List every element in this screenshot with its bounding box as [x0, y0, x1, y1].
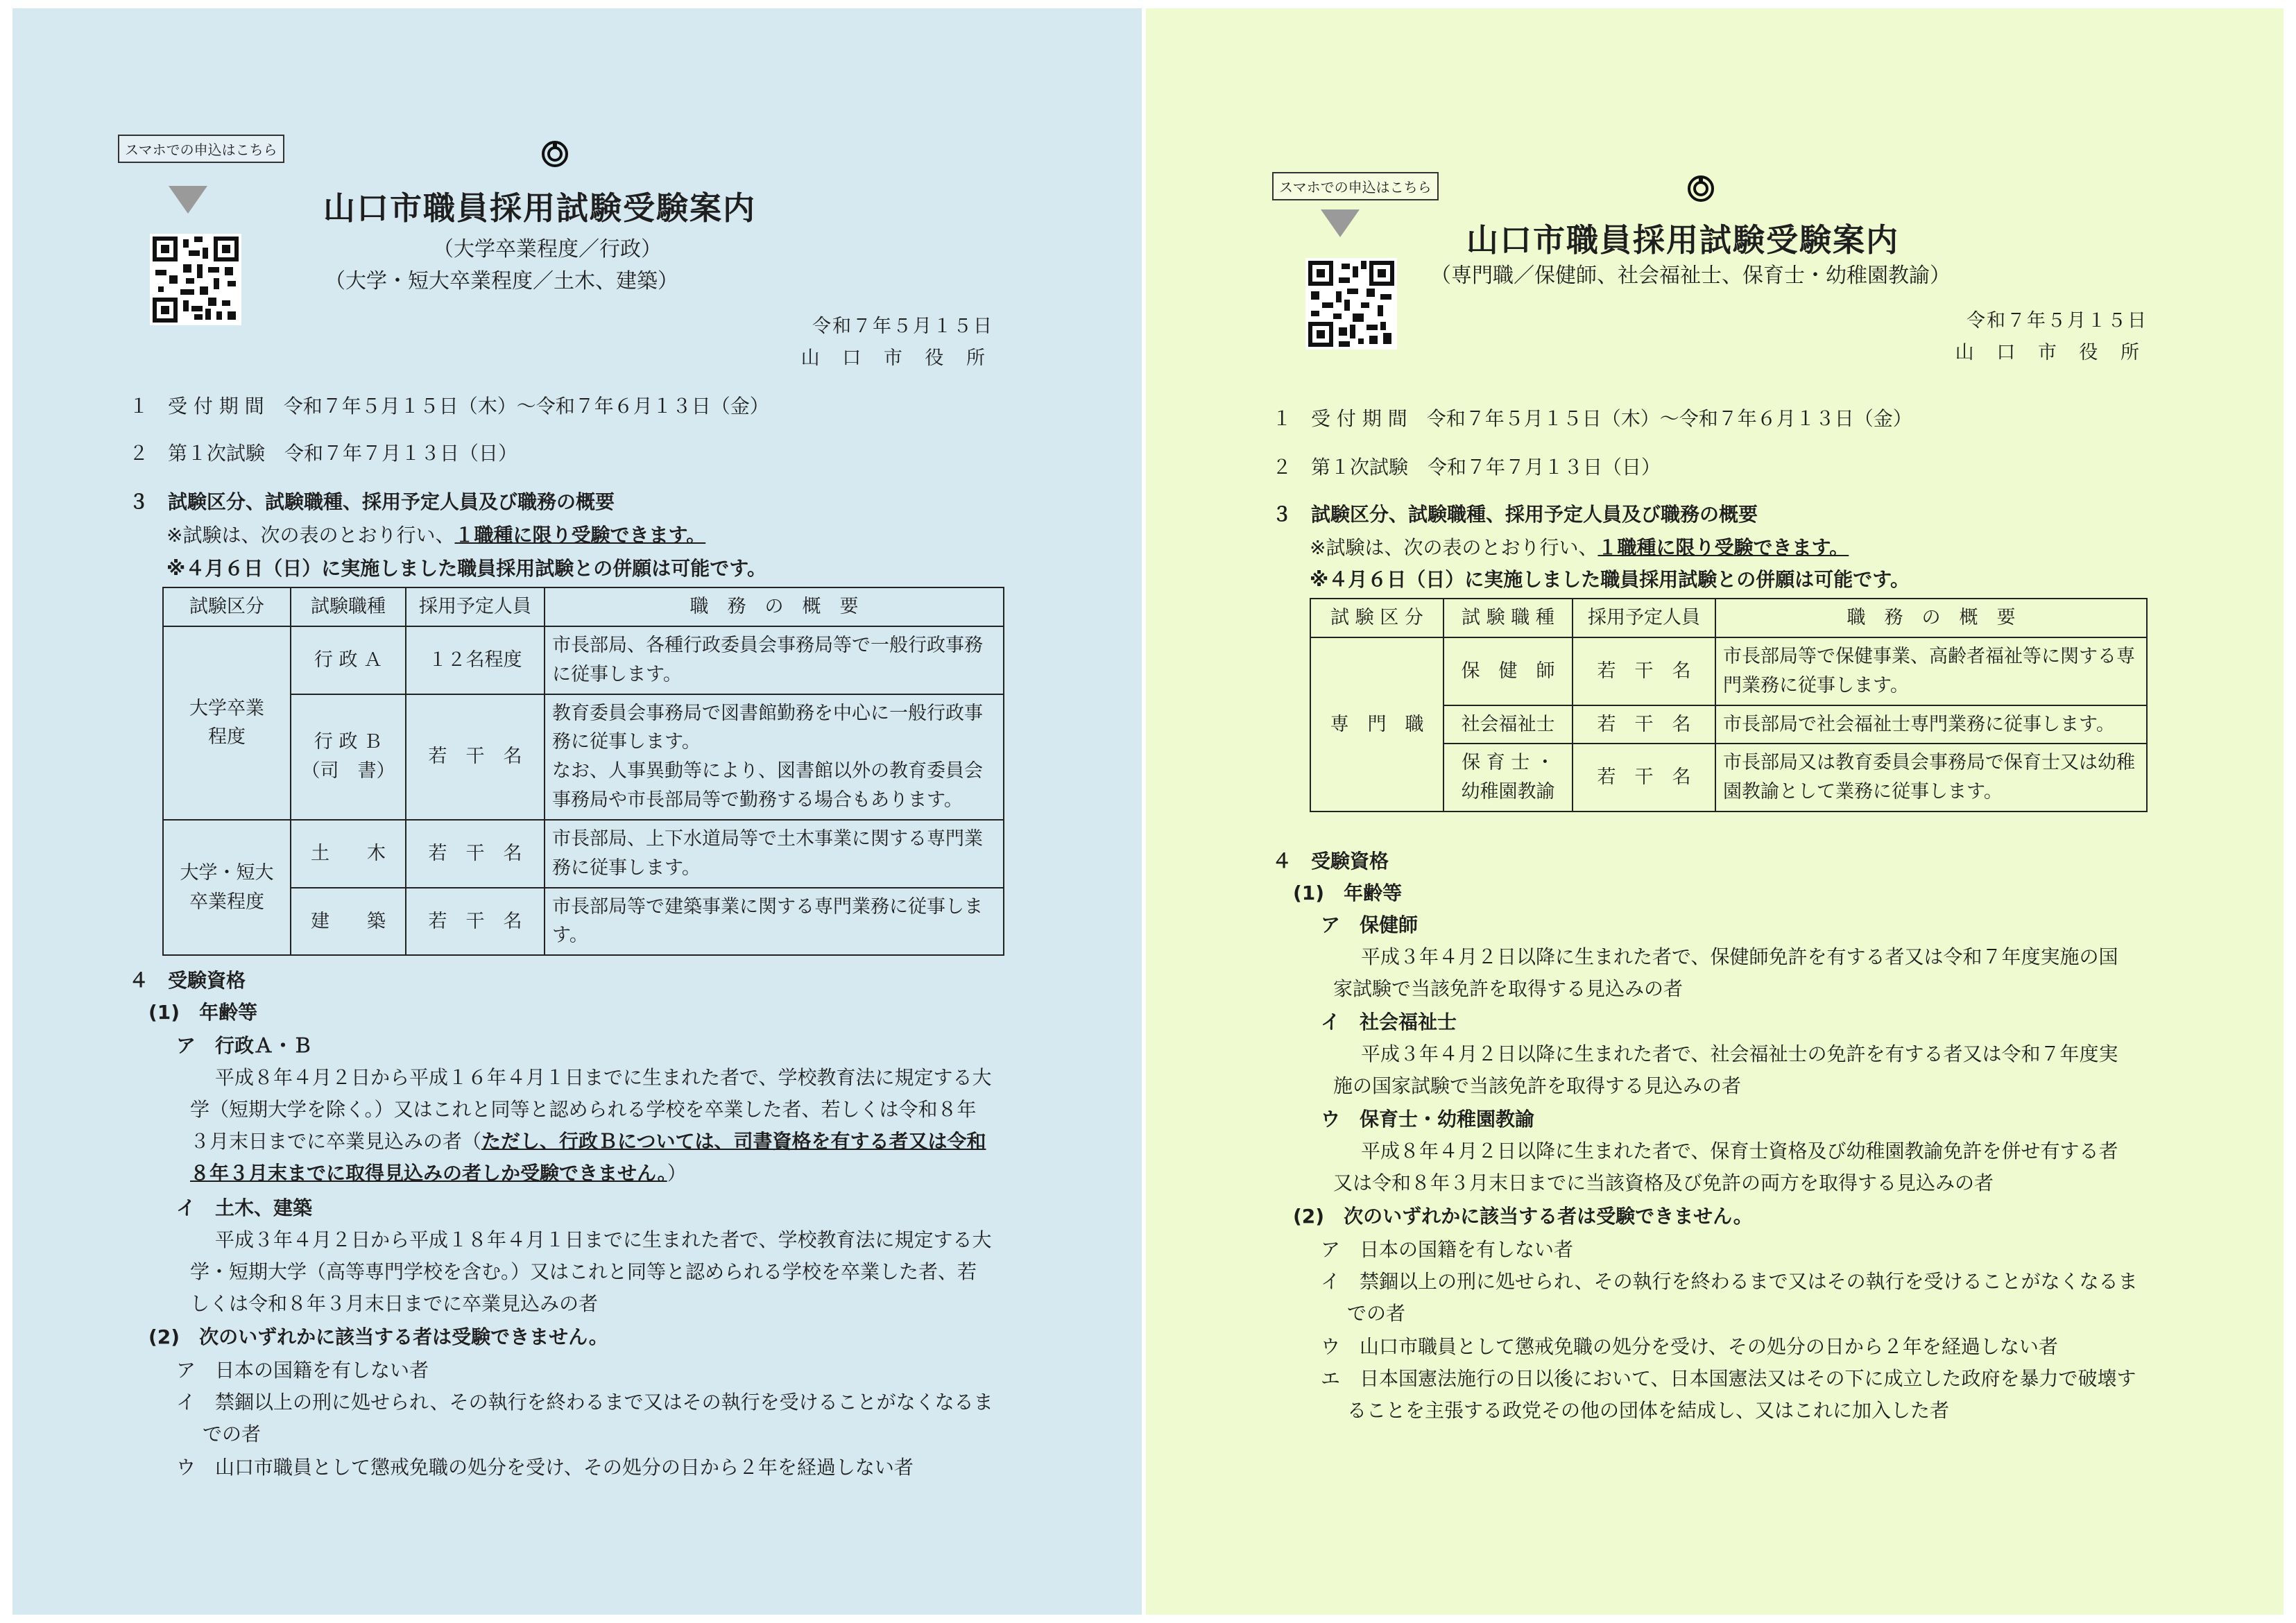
item-heading: ア 保健師	[1321, 913, 1419, 936]
count-cell: 若 干 名	[406, 888, 545, 956]
desc-cell: 市長部局、各種行政委員会事務局等で一般行政事務に従事します。	[545, 626, 1004, 694]
subtitle: （専門職／保健師、社会福祉士、保育士・幼稚園教諭）	[1430, 264, 1951, 288]
note	[1310, 535, 1849, 560]
issue-date: 令和７年５月１５日	[1967, 310, 2148, 332]
subsection-age: (1) 年齢等	[148, 1001, 258, 1024]
header-cell: 試 験 職 種	[1443, 599, 1573, 637]
job-cell: 社会福祉士	[1443, 705, 1573, 744]
job-table	[1310, 598, 2148, 812]
issue-date: 令和７年５月１５日	[812, 316, 993, 337]
note-text: ※試験は、次の表のとおり行い、	[166, 524, 455, 547]
header-cell: 試験職種	[291, 587, 406, 626]
subsection-ineligible: (2) 次のいずれかに該当する者は受験できません。	[1293, 1205, 1753, 1228]
category-cell: 大学卒業 程度	[163, 626, 291, 820]
body-text: 平成３年４月２日以降に生まれた者で、社会福祉士の免許を有する者又は令和７年度実	[1361, 1042, 2118, 1065]
down-arrow-icon	[1321, 209, 1360, 237]
qr-caption: スマホでの申込はこちら	[118, 135, 284, 163]
body-emphasis: ただし、行政Ｂについては、司書資格を有する者又は令和	[481, 1130, 986, 1153]
left-sheet	[12, 8, 1142, 1615]
section-2: ２ 第１次試験 令和７年７月１３日（日）	[1272, 456, 1661, 479]
count-cell: 若 干 名	[1573, 744, 1715, 812]
item-heading: イ 社会福祉士	[1321, 1011, 1457, 1033]
list-item: イ 禁錮以上の刑に処せられ、その執行を終わるまで又はその執行を受けることがなくなるま	[176, 1391, 993, 1414]
header-cell: 採用予定人員	[406, 587, 545, 626]
job-cell: 建 築	[291, 888, 406, 956]
category-cell: 大学・短大 卒業程度	[163, 820, 291, 955]
body-text-part: ）	[667, 1162, 687, 1185]
qr-code-icon[interactable]	[150, 234, 241, 325]
list-item: での者	[203, 1423, 262, 1445]
body-text: 平成３年４月２日から平成１８年４月１日までに生まれた者で、学校教育法に規定する大	[215, 1228, 992, 1251]
subsection-age: (1) 年齢等	[1293, 882, 1403, 904]
qr-caption: スマホでの申込はこちら	[1272, 172, 1439, 200]
right-sheet	[1146, 8, 2284, 1615]
list-item: ア 日本の国籍を有しない者	[176, 1359, 429, 1382]
item-heading: ア 行政Ａ・Ｂ	[176, 1034, 313, 1057]
body-text: 又は令和８年３月末日までに当該資格及び免許の両方を取得する見込みの者	[1333, 1171, 1994, 1194]
body-text	[190, 1129, 986, 1154]
body-text-part: ３月末日までに卒業見込みの者（	[190, 1130, 482, 1153]
header-cell: 試験区分	[163, 587, 291, 626]
section-1: １ 受 付 期 間 令和７年５月１５日（木）～令和７年６月１３日（金）	[129, 395, 769, 418]
body-text: しくは令和８年３月末日までに卒業見込みの者	[190, 1292, 599, 1315]
qr-code-icon[interactable]	[1305, 258, 1397, 350]
header-cell: 職 務 の 概 要	[1715, 599, 2147, 637]
body-text	[190, 1161, 687, 1186]
category-cell: 専 門 職	[1310, 637, 1443, 812]
list-item: での者	[1347, 1302, 1406, 1325]
section-4: ４ 受験資格	[1272, 850, 1389, 873]
page-title: 山口市職員採用試験受験案内	[323, 189, 756, 227]
count-cell: １２名程度	[406, 626, 545, 694]
list-item: ウ 山口市職員として懲戒免職の処分を受け、その処分の日から２年を経過しない者	[1321, 1335, 2058, 1358]
body-emphasis: ８年３月末までに取得見込みの者しか受験できません。	[190, 1162, 667, 1185]
body-text: 施の国家試験で当該免許を取得する見込みの者	[1333, 1074, 1742, 1097]
count-cell: 若 干 名	[1573, 705, 1715, 744]
list-item: ア 日本の国籍を有しない者	[1321, 1238, 1574, 1261]
item-heading: イ 土木、建築	[176, 1196, 313, 1219]
section-3: ３ 試験区分、試験職種、採用予定人員及び職務の概要	[1272, 503, 1758, 526]
table-row	[163, 626, 1004, 694]
list-item: ウ 山口市職員として懲戒免職の処分を受け、その処分の日から２年を経過しない者	[176, 1456, 914, 1479]
body-text: 学・短期大学（高等専門学校を含む。）又はこれと同等と認められる学校を卒業した者、若	[190, 1260, 977, 1283]
item-heading: ウ 保育士・幼稚園教諭	[1321, 1108, 1535, 1131]
note	[166, 523, 705, 548]
section-3: ３ 試験区分、試験職種、採用予定人員及び職務の概要	[129, 490, 615, 513]
section-2: ２ 第１次試験 令和７年７月１３日（日）	[129, 442, 518, 465]
table-row	[1310, 637, 2147, 705]
desc-cell: 市長部局で社会福祉士専門業務に従事します。	[1715, 705, 2147, 744]
job-table	[162, 587, 1004, 956]
job-cell: 保 健 師	[1443, 637, 1573, 705]
note: ※４月６日（日）に実施しました職員採用試験との併願は可能です。	[166, 557, 766, 580]
body-text: 家試験で当該免許を取得する見込みの者	[1333, 977, 1684, 1000]
section-1: １ 受 付 期 間 令和７年５月１５日（木）～令和７年６月１３日（金）	[1272, 407, 1912, 430]
note-text: ※試験は、次の表のとおり行い、	[1310, 536, 1598, 559]
table-header-row	[163, 587, 1004, 626]
count-cell: 若 干 名	[406, 694, 545, 820]
count-cell: 若 干 名	[406, 820, 545, 888]
job-cell: 土 木	[291, 820, 406, 888]
note-emphasis: １職種に限り受験できます。	[1597, 536, 1849, 559]
issuer: 山 口 市 役 所	[800, 347, 993, 369]
list-item: ることを主張する政党その他の団体を結成し、又はこれに加入した者	[1347, 1399, 1950, 1422]
desc-cell: 市長部局等で保健事業、高齢者福祉等に関する専門業務に従事します。	[1715, 637, 2147, 705]
table-header-row	[1310, 599, 2147, 637]
note-emphasis: １職種に限り受験できます。	[454, 524, 706, 547]
section-4: ４ 受験資格	[129, 969, 246, 992]
job-cell: 行 政 Ａ	[291, 626, 406, 694]
desc-cell: 市長部局、上下水道局等で土木事業に関する専門業務に従事します。	[545, 820, 1004, 888]
page-title: 山口市職員採用試験受験案内	[1466, 221, 1899, 259]
header-cell: 職 務 の 概 要	[545, 587, 1004, 626]
desc-cell: 市長部局等で建築事業に関する専門業務に従事します。	[545, 888, 1004, 956]
job-cell: 保 育 士 ・ 幼稚園教諭	[1443, 744, 1573, 812]
body-text: 平成３年４月２日以降に生まれた者で、保健師免許を有する者又は令和７年度実施の国	[1361, 945, 2118, 968]
desc-cell: 市長部局又は教育委員会事務局で保育士又は幼稚園教諭として業務に従事します。	[1715, 744, 2147, 812]
job-cell: 行 政 Ｂ （司 書）	[291, 694, 406, 820]
note: ※４月６日（日）に実施しました職員採用試験との併願は可能です。	[1310, 568, 1910, 591]
body-text: 学（短期大学を除く。）又はこれと同等と認められる学校を卒業した者、若しくは令和８年	[190, 1098, 977, 1121]
issuer: 山 口 市 役 所	[1955, 342, 2148, 363]
subsection-ineligible: (2) 次のいずれかに該当する者は受験できません。	[148, 1325, 608, 1348]
subtitle: （大学・短大卒業程度／土木、建築）	[325, 269, 678, 293]
subtitle: （大学卒業程度／行政）	[433, 237, 662, 261]
city-seal-icon	[1687, 175, 1715, 203]
header-cell: 試 験 区 分	[1310, 599, 1443, 637]
city-seal-icon	[541, 140, 569, 168]
desc-cell: 教育委員会事務局で図書館勤務を中心に一般行政事務に従事します。 なお、人事異動等により、図書館以外の教育委員会事務局や市長部局等で勤務する場合もあります。	[545, 694, 1004, 820]
body-text: 平成８年４月２日から平成１６年４月１日までに生まれた者で、学校教育法に規定する大	[215, 1066, 992, 1089]
list-item: エ 日本国憲法施行の日以後において、日本国憲法又はその下に成立した政府を暴力で破壊す	[1321, 1367, 2136, 1390]
body-text: 平成８年４月２日以降に生まれた者で、保育士資格及び幼稚園教諭免許を併せ有する者	[1361, 1140, 2118, 1162]
table-row	[163, 820, 1004, 888]
header-cell: 採用予定人員	[1573, 599, 1715, 637]
list-item: イ 禁錮以上の刑に処せられ、その執行を終わるまで又はその執行を受けることがなくなるま	[1321, 1270, 2138, 1293]
down-arrow-icon	[169, 186, 207, 214]
count-cell: 若 干 名	[1573, 637, 1715, 705]
